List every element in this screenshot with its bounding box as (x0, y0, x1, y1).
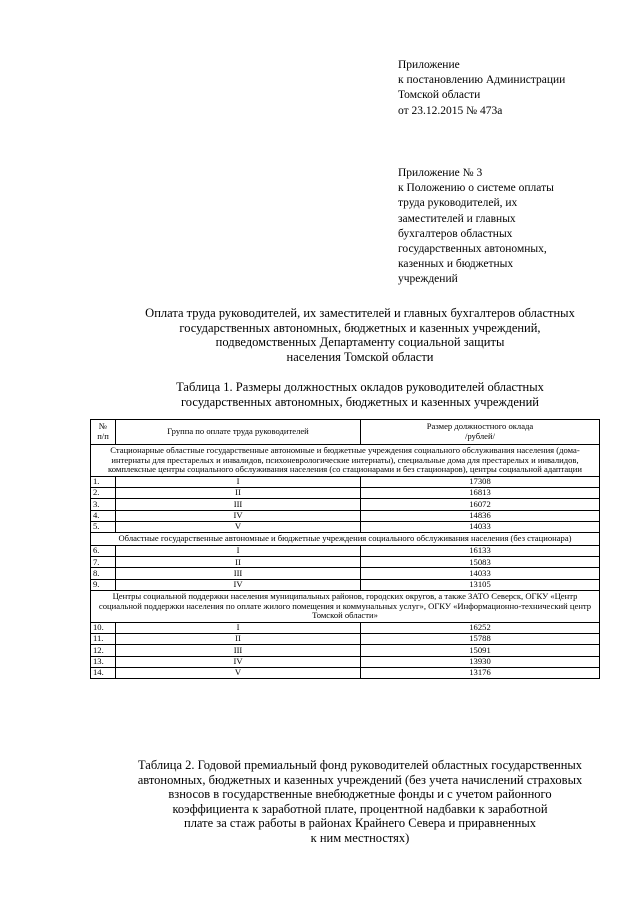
row-salary: 15091 (361, 645, 600, 656)
section-title: Центры социальной поддержки населения муниципальных районов, городских округов, а также ЗАТО Северск, ОГКУ «Центр социальной поддержки населения по оплате жилого помещения и коммунальных услуг», ОГКУ «Информационно-технический центр Томской области» (91, 591, 600, 623)
table2-title-line: автономных, бюджетных и казенных учреждений (без учета начислений страховых (137, 772, 583, 787)
header-salary-line: Размер должностного оклада (426, 421, 534, 432)
row-group: I (116, 545, 361, 556)
row-num: 2. (91, 488, 116, 499)
table-row (91, 545, 600, 556)
appendix-reference (398, 58, 565, 119)
document-heading (100, 306, 620, 364)
row-num: 4. (91, 510, 116, 521)
appendix-3-line: государственных автономных, (398, 243, 547, 256)
row-group: I (116, 622, 361, 633)
table1-title-line: Таблица 1. Размеры должностных окладов руководителей областных (176, 380, 544, 394)
header-num-line: № (98, 421, 108, 432)
table2-title-line: взносов в государственные внебюджетные фонды и с учетом районного (168, 787, 552, 802)
row-num: 5. (91, 521, 116, 532)
table-row (91, 579, 600, 590)
table2-title (100, 758, 620, 846)
table-row (91, 499, 600, 510)
table-row (91, 510, 600, 521)
row-num: 8. (91, 568, 116, 579)
row-salary: 17308 (361, 476, 600, 487)
row-num: 9. (91, 579, 116, 590)
table-row (91, 656, 600, 667)
table-row (91, 488, 600, 499)
table2-title-line: Таблица 2. Годовой премиальный фонд руководителей областных государственных (137, 758, 583, 772)
appendix-3-line: бухгалтеров областных (398, 227, 513, 240)
row-salary: 13930 (361, 656, 600, 667)
section-title: Стационарные областные государственные автономные и бюджетные учреждения социального обслуживания населения (дома-интернаты для престарелых и инвалидов, психоневрологические интернаты), специальные дома для престарелых и инвалидов, комплексные центры социального обслуживания населения (со стационарами и без стационаров), центры социальной адаптации (91, 445, 600, 477)
section-title: Областные государственные автономные и бюджетные учреждения социального обслуживания населения (без стационара) (91, 533, 600, 546)
appendix-3-line: труда руководителей, их (398, 197, 518, 210)
table2-title-line: коэффициента к заработной плате, процентной надбавки к заработной (172, 801, 548, 816)
row-salary: 15788 (361, 634, 600, 645)
row-group: V (116, 668, 361, 679)
header-num-line: п/п (97, 431, 109, 441)
row-salary: 14033 (361, 521, 600, 532)
header-salary-line: /рублей/ (464, 431, 495, 441)
row-group: III (116, 645, 361, 656)
row-num: 10. (91, 622, 116, 633)
table-row (91, 668, 600, 679)
table-row (91, 568, 600, 579)
row-group: II (116, 488, 361, 499)
row-salary: 14033 (361, 568, 600, 579)
section-row (91, 445, 600, 477)
appendix-line: к постановлению Администрации (398, 74, 566, 87)
appendix-line: Приложение (398, 59, 460, 71)
row-group: IV (116, 510, 361, 521)
table2-title-line: к ним местностях) (310, 830, 410, 845)
row-num: 3. (91, 499, 116, 510)
row-salary: 16252 (361, 622, 600, 633)
table1-title-line: государственных автономных, бюджетных и казенных учреждений (180, 394, 539, 409)
row-num: 14. (91, 668, 116, 679)
row-group: I (116, 476, 361, 487)
header-num (91, 420, 116, 445)
header-salary (361, 420, 600, 445)
section-row (91, 591, 600, 623)
row-group: III (116, 499, 361, 510)
row-salary: 16072 (361, 499, 600, 510)
heading-line: подведомственных Департаменту социальной защиты (215, 335, 505, 350)
table2-title-line: плате за стаж работы в районах Крайнего Севера и приравненных (184, 816, 536, 831)
table-row (91, 634, 600, 645)
appendix-line: Томской области (398, 89, 481, 102)
appendix-3-reference (398, 166, 554, 288)
salary-table (90, 419, 600, 679)
table-row (91, 645, 600, 656)
row-group: IV (116, 656, 361, 667)
row-num: 13. (91, 656, 116, 667)
row-salary: 14836 (361, 510, 600, 521)
appendix-3-line: Приложение № 3 (398, 167, 483, 179)
row-group: II (116, 557, 361, 568)
appendix-3-line: казенных и бюджетных (398, 258, 514, 271)
row-salary: 13176 (361, 668, 600, 679)
row-salary: 15083 (361, 557, 600, 568)
row-num: 6. (91, 545, 116, 556)
appendix-3-line: к Положению о системе оплаты (398, 182, 554, 195)
table1-title (100, 380, 620, 409)
row-group: V (116, 521, 361, 532)
heading-line: Оплата труда руководителей, их заместителей и главных бухгалтеров областных (145, 306, 575, 320)
row-salary: 13105 (361, 579, 600, 590)
table-row (91, 521, 600, 532)
row-group: IV (116, 579, 361, 590)
table-row (91, 557, 600, 568)
appendix-3-line: заместителей и главных (398, 212, 516, 225)
heading-line: государственных автономных, бюджетных и казенных учреждений, (179, 320, 541, 335)
row-group: II (116, 634, 361, 645)
row-num: 12. (91, 645, 116, 656)
appendix-line: от 23.12.2015 № 473а (398, 104, 503, 117)
row-num: 1. (91, 476, 116, 487)
appendix-3-line: учреждений (398, 273, 458, 286)
header-group: Группа по оплате труда руководителей (116, 420, 361, 445)
heading-line: населения Томской области (286, 349, 434, 364)
row-num: 11. (91, 634, 116, 645)
table-header-row (91, 420, 600, 445)
section-row (91, 533, 600, 546)
row-num: 7. (91, 557, 116, 568)
row-salary: 16813 (361, 488, 600, 499)
row-salary: 16133 (361, 545, 600, 556)
row-group: III (116, 568, 361, 579)
table-row (91, 476, 600, 487)
table-row (91, 622, 600, 633)
